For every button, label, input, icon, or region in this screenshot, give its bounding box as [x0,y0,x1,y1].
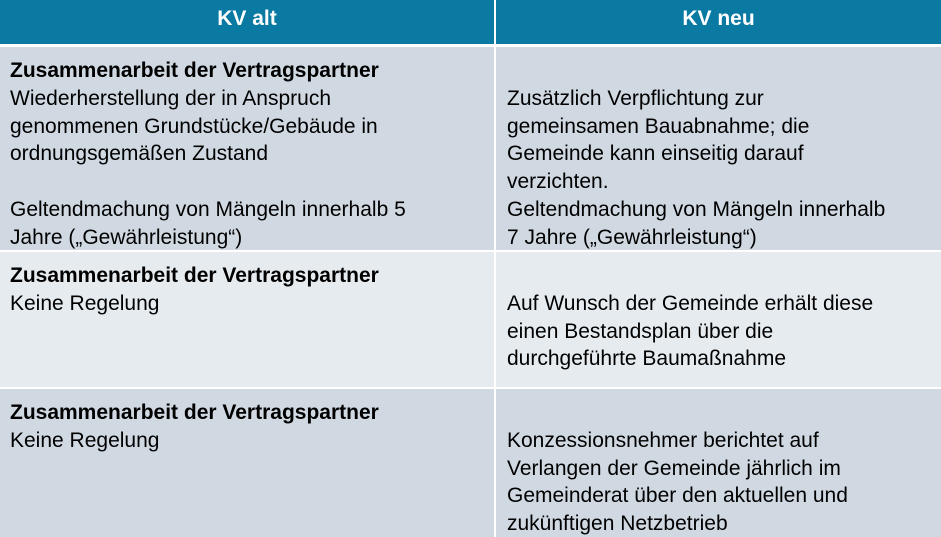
column-divider [494,0,496,537]
row-2-right-line: durchgeführte Baumaßnahme [507,347,786,371]
header-divider [0,44,941,47]
row-3-right-line: Verlangen der Gemeinde jährlich im [507,456,841,480]
row-1-left-line: Jahre („Gewährleistung“) [10,225,243,249]
row-3-right-line: Gemeinderat über den aktuellen und [507,484,848,508]
row-2-right-line: Auf Wunsch der Gemeinde erhält diese [507,291,874,315]
row-1-right-line: Gemeinde kann einseitig darauf [507,142,804,166]
row-3-right-cell [496,389,941,537]
row-2-left-cell [0,252,494,387]
row-1-right-line: verzichten. [507,170,609,194]
row-1-left-cell [0,47,494,250]
row-1-left-title: Zusammenarbeit der Vertragspartner [10,59,379,82]
row-3-left-cell [0,389,494,537]
paragraph-gap [507,262,931,290]
header-kv-alt: KV alt [0,0,494,44]
row-1-left-line: Wiederherstellung der in Anspruch [10,86,332,110]
row-1-right-line: gemeinsamen Bauabnahme; die [507,114,810,138]
row-2-left-title: Zusammenarbeit der Vertragspartner [10,264,379,287]
row-1-right-line: Geltendmachung von Mängeln innerhalb [507,197,886,221]
row-1-right-line: Zusätzlich Verpflichtung zur [507,86,764,110]
row-3-right-line: Konzessionsnehmer berichtet auf [507,428,819,452]
row-2-left-line: Keine Regelung [10,291,160,315]
paragraph-gap [10,168,484,196]
row-3-left-title: Zusammenarbeit der Vertragspartner [10,401,379,424]
paragraph-gap [507,399,931,427]
row-1-left-line: ordnungsgemäßen Zustand [10,142,268,166]
row-1-left-line: genommenen Grundstücke/Gebäude in [10,114,378,138]
row-1-left-line: Geltendmachung von Mängeln innerhalb 5 [10,197,406,221]
row-1-right-cell [496,47,941,250]
row-3-left-line: Keine Regelung [10,428,160,452]
row-divider [0,250,941,252]
row-2-right-line: einen Bestandsplan über die [507,319,774,343]
paragraph-gap [507,57,931,85]
row-3-right-line: zukünftigen Netzbetrieb [507,512,728,536]
row-divider [0,387,941,389]
header-kv-neu: KV neu [496,0,941,44]
row-2-right-cell [496,252,941,387]
row-1-right-line: 7 Jahre („Gewährleistung“) [507,225,757,249]
